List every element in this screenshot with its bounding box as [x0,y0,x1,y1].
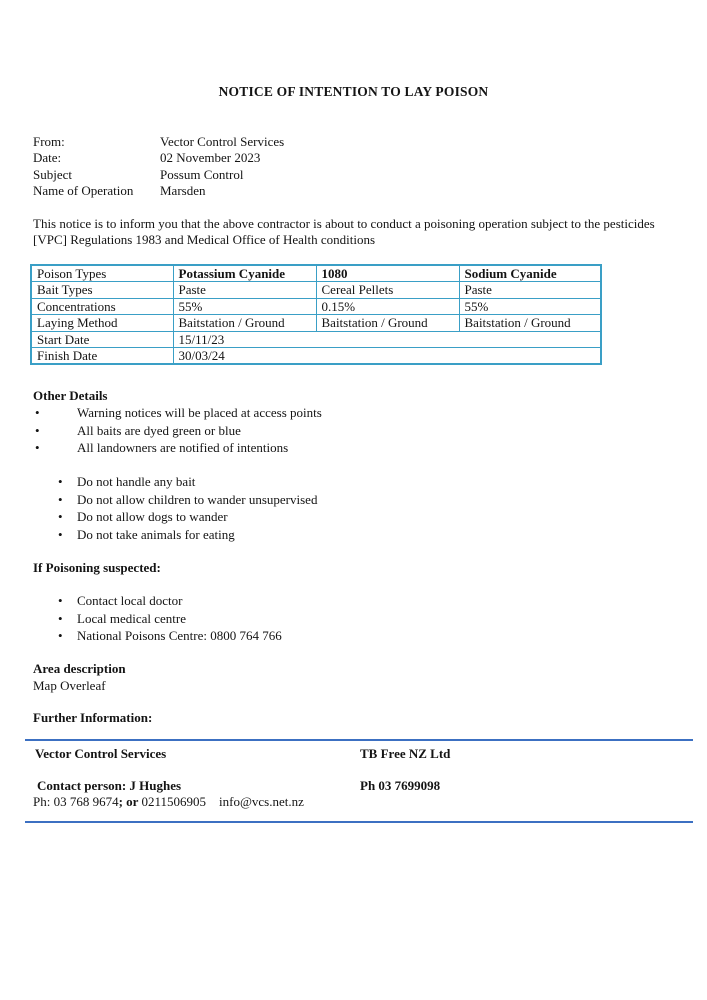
footer-phone-number: Ph: 03 768 9674 [33,794,119,809]
meta-row [33,150,284,166]
table-cell: 1080 [316,265,459,282]
list-item [33,592,282,610]
table-cell: Paste [459,282,601,299]
table-cell: Baitstation / Ground [316,315,459,332]
table-row-laying-method [31,315,601,332]
bullet-icon [58,508,63,526]
table-row-finish-date [31,348,601,365]
list-item-text: All landowners are notified of intentions [77,440,289,456]
list-item-text: Contact local doctor [77,593,183,608]
poison-table [30,264,602,365]
footer-mobile-number: 0211506905 [141,794,206,809]
table-cell: Finish Date [31,348,173,365]
poisoning-suspected-heading: If Poisoning suspected: [33,560,161,575]
meta-value: Vector Control Services [160,134,285,149]
meta-label: Name of Operation [33,183,134,199]
list-item [33,491,317,509]
list-item-text: Local medical centre [77,610,186,626]
intro-paragraph: This notice is to inform you that the above contractor is about to conduct a poisoning operation subject to the pesticides [VPC] Regulations 1983 and Medical Office of Health conditions [33,216,655,247]
bullet-icon [35,439,40,457]
other-details-heading: Other Details [33,388,108,403]
footer-contact-person: Contact person: J Hughes [37,778,182,793]
meta-block [33,134,284,200]
footer-right-company: TB Free NZ Ltd [360,746,451,761]
list-item [33,508,317,526]
meta-label: Subject [33,166,72,182]
list-item [33,439,322,457]
table-cell: Bait Types [31,282,173,299]
poisoning-contacts-list [33,592,282,645]
bullet-icon [35,422,40,440]
meta-value: Marsden [160,183,206,199]
meta-row [33,134,284,150]
list-item-text: All baits are dyed green or blue [77,422,241,438]
area-description-heading: Area description [33,661,126,676]
bullet-icon [58,491,63,509]
table-cell: 55% [173,298,316,315]
meta-value: 02 November 2023 [160,150,261,166]
list-item-text: Do not allow dogs to wander [77,509,228,525]
table-cell: Baitstation / Ground [173,315,316,332]
bullet-icon [58,610,63,628]
page-title: NOTICE OF INTENTION TO LAY POISON [218,84,489,99]
footer-email: info@vcs.net.nz [219,794,304,809]
further-information-heading: Further Information: [33,710,153,725]
table-row-start-date [31,331,601,348]
list-item [33,473,317,491]
table-row-poison-types [31,265,601,282]
list-item [33,422,322,440]
table-cell: Potassium Cyanide [173,265,316,282]
bullet-icon [58,526,63,544]
footer-left-company: Vector Control Services [35,746,167,761]
meta-label: Date: [33,150,62,166]
table-cell: Poison Types [31,265,173,282]
meta-row [33,167,284,183]
other-details-list [33,404,322,457]
footer-phone-or: ; or [118,794,142,809]
bullet-icon [58,627,63,645]
table-cell: 55% [459,298,601,315]
table-cell: Laying Method [31,315,173,332]
table-row-concentrations [31,298,601,315]
table-cell: Concentrations [31,298,173,315]
footer-right-phone: Ph 03 7699098 [360,778,441,793]
table-cell: Start Date [31,331,173,348]
list-item [33,526,317,544]
meta-row [33,183,284,199]
list-item-text: Warning notices will be placed at access points [77,405,322,420]
precautions-list [33,473,317,544]
list-item-text: Do not allow children to wander unsupervised [77,491,318,507]
bullet-icon [58,473,63,491]
table-cell: Cereal Pellets [316,282,459,299]
list-item-text: National Poisons Centre: 0800 764 766 [77,628,282,644]
table-cell: Sodium Cyanide [459,265,601,282]
bullet-icon [58,592,63,610]
footer-bottom-rule [25,821,693,823]
list-item-text: Do not take animals for eating [77,527,235,543]
bullet-icon [35,404,40,422]
table-cell: 15/11/23 [173,331,601,348]
table-cell: 30/03/24 [173,348,601,365]
list-item [33,404,322,422]
area-description-value: Map Overleaf [33,678,106,693]
list-item [33,627,282,645]
list-item-text: Do not handle any bait [77,474,196,489]
list-item [33,610,282,628]
table-row-bait-types [31,282,601,299]
table-cell: Paste [173,282,316,299]
footer-top-rule [25,739,693,741]
table-cell: Baitstation / Ground [459,315,601,332]
meta-label: From: [33,134,65,149]
table-cell: 0.15% [316,298,459,315]
meta-value: Possum Control [160,166,244,182]
footer-phone-line [33,794,304,810]
